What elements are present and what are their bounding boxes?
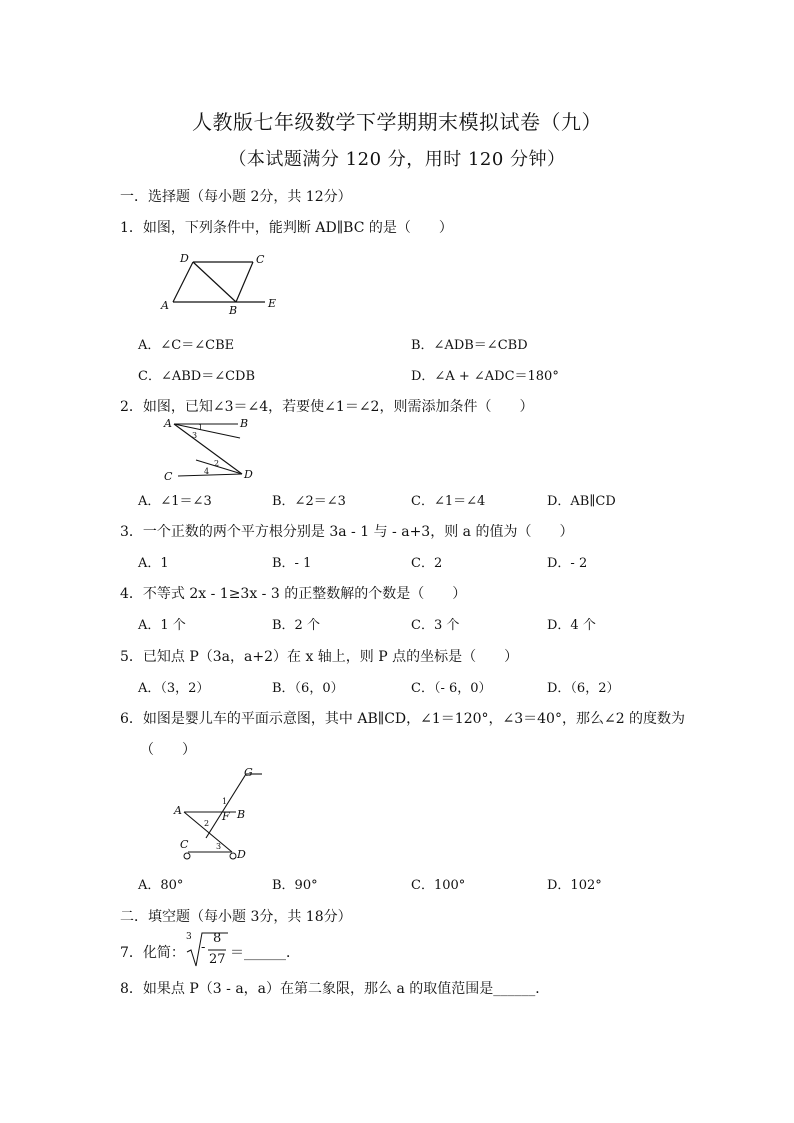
section-fill-heading: 二．填空题（每小题 3分，共 18分）: [120, 909, 352, 925]
q4-option-d: D．4 个: [547, 618, 596, 633]
q5-option-b: B．（6，0）: [272, 681, 344, 696]
page-title: 人教版七年级数学下学期期末模拟试卷（九）: [192, 110, 602, 134]
q4-option-a: A．1 个: [138, 618, 186, 633]
label-G: G: [244, 766, 253, 779]
q5-option-c: C．（- 6，0）: [411, 681, 492, 696]
label-E: E: [268, 297, 277, 310]
label-C: C: [164, 470, 173, 483]
question-1-stem: 1．如图，下列条件中，能判断 AD∥BC 的是（ ）: [120, 220, 453, 236]
question-6-stem: 6．如图是婴儿车的平面示意图，其中 AB∥CD，∠1＝120°，∠3＝40°，那么∠2 的度数为: [120, 711, 686, 727]
q5-option-a: A．（3，2）: [138, 681, 210, 696]
q2-option-a: A．∠1＝∠3: [138, 494, 212, 509]
angle-2: 2: [214, 459, 220, 468]
root-index: 3: [186, 932, 192, 942]
angle-3: 3: [192, 431, 198, 440]
fraction-denominator: 27: [209, 952, 226, 967]
q6-option-a: A．80°: [138, 878, 184, 893]
q1-option-d: D．∠A + ∠ADC＝180°: [411, 369, 559, 384]
angle-2: 2: [204, 819, 210, 828]
question-6-figure: [170, 766, 280, 864]
label-D: D: [244, 468, 253, 481]
question-7-prefix: 7．化简：: [120, 945, 185, 961]
question-4-stem: 4．不等式 2x - 1≥3x - 3 的正整数解的个数是（ ）: [120, 586, 467, 602]
q2-option-c: C．∠1＝∠4: [411, 494, 486, 509]
q1-option-b: B．∠ADB＝∠CBD: [411, 338, 528, 353]
angle-4: 4: [204, 467, 210, 476]
fraction-sign: -: [201, 940, 206, 955]
label-F: F: [222, 810, 230, 823]
q3-option-d: D．- 2: [547, 556, 588, 571]
label-C: C: [180, 838, 189, 851]
label-B: B: [240, 417, 249, 430]
question-2-figure: [160, 416, 260, 484]
question-6-stem-continued: （ ）: [140, 742, 196, 758]
question-2-stem: 2．如图，已知∠3＝∠4，若要使∠1＝∠2，则需添加条件（ ）: [120, 399, 534, 415]
label-B: B: [237, 808, 246, 821]
q6-option-d: D．102°: [547, 878, 602, 893]
question-1-figure: [158, 250, 288, 316]
label-D: D: [180, 252, 189, 265]
label-B: B: [229, 304, 238, 316]
q2-option-b: B．∠2＝∠3: [272, 494, 346, 509]
label-D: D: [237, 848, 246, 861]
label-C: C: [256, 253, 265, 266]
page-subtitle: （本试题满分 120 分，用时 120 分钟）: [228, 149, 566, 170]
section-choice-heading: 一．选择题（每小题 2分，共 12分）: [120, 189, 352, 205]
label-A: A: [174, 804, 182, 817]
fraction-numerator: 8: [213, 931, 222, 946]
q6-option-c: C．100°: [411, 878, 466, 893]
question-7-answer-blank: ＝______．: [230, 945, 300, 961]
q5-option-d: D．（6，2）: [547, 681, 620, 696]
question-3-stem: 3．一个正数的两个平方根分别是 3a - 1 与 - a+3，则 a 的值为（ ）: [120, 524, 574, 540]
q1-option-c: C．∠ABD＝∠CDB: [138, 369, 256, 384]
q4-option-b: B．2 个: [272, 618, 320, 633]
angle-1: 1: [198, 423, 204, 432]
label-A: A: [164, 417, 172, 430]
q3-option-a: A．1: [138, 556, 169, 571]
question-5-stem: 5．已知点 P（3a，a+2）在 x 轴上，则 P 点的坐标是（ ）: [120, 649, 519, 665]
q3-option-b: B．- 1: [272, 556, 312, 571]
angle-1: 1: [222, 797, 228, 806]
label-A: A: [161, 299, 169, 312]
q6-option-b: B．90°: [272, 878, 318, 893]
q3-option-c: C．2: [411, 556, 443, 571]
angle-3: 3: [216, 842, 222, 851]
q1-option-a: A．∠C＝∠CBE: [138, 338, 235, 353]
q4-option-c: C．3 个: [411, 618, 460, 633]
question-8-stem: 8．如果点 P（3 - a，a）在第二象限，那么 a 的取值范围是______．: [120, 981, 550, 997]
q2-option-d: D．AB∥CD: [547, 494, 616, 509]
